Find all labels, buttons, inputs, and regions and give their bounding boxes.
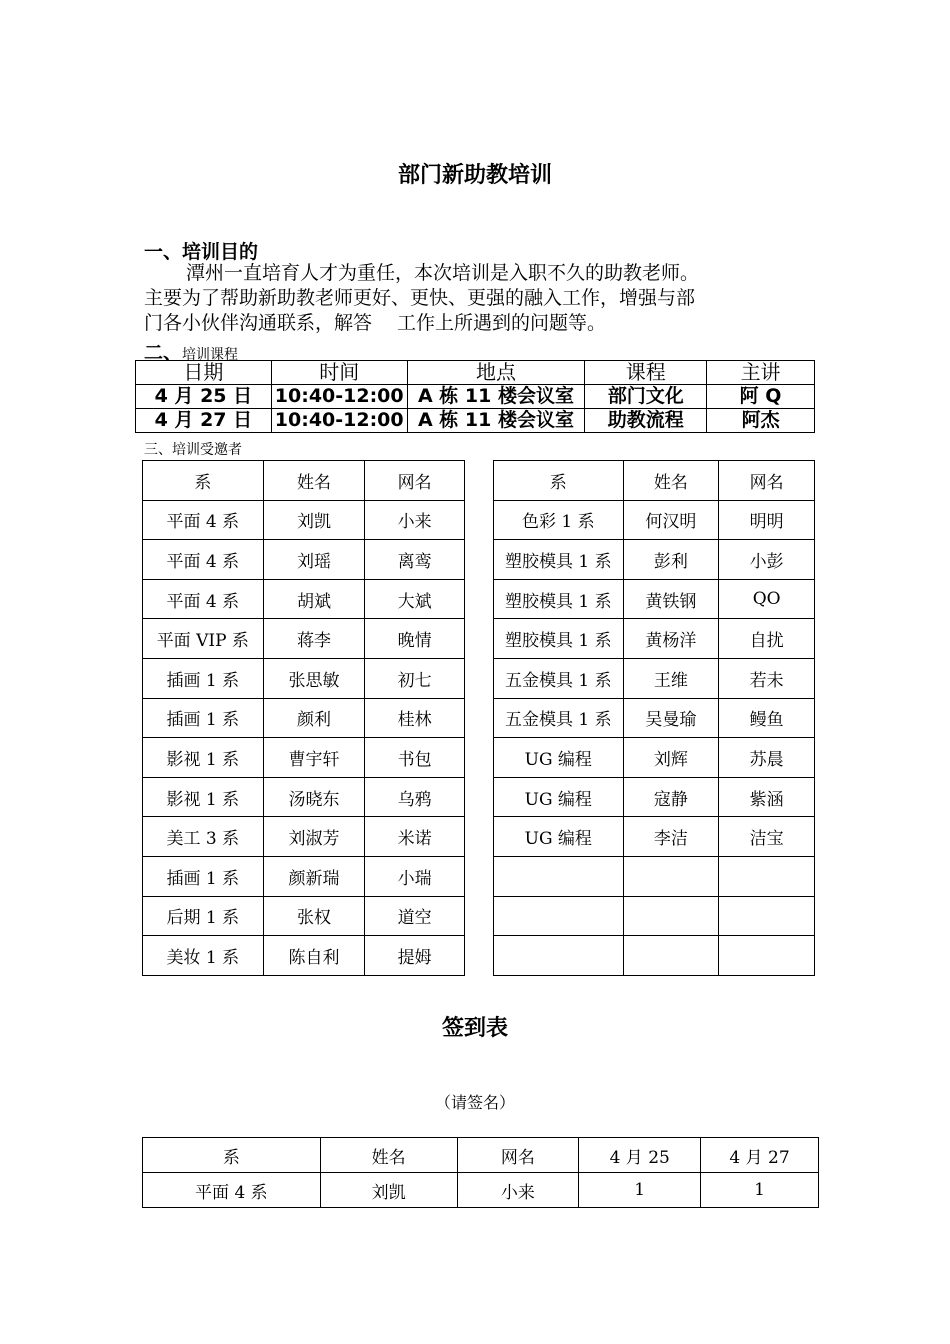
invitee-row-cell: 王维 <box>623 658 719 698</box>
invitee-row-cell: 颜利 <box>263 698 365 738</box>
course-cell: 阿杰 <box>707 409 815 433</box>
signin-row-cell: 1 <box>701 1173 819 1208</box>
purpose-heading: 一、培训目的 <box>144 241 259 263</box>
invitee-row-cell: 苏晨 <box>719 738 815 778</box>
invitee-row-cell: 张权 <box>263 896 365 936</box>
invitees-heading: 三、培训受邀者 <box>144 442 242 458</box>
invitee-row-cell: UG 编程 <box>494 777 624 817</box>
invitee-row-cell: 紫涵 <box>719 777 815 817</box>
signin-note: （请签名） <box>434 1093 515 1112</box>
invitee-row-cell <box>719 856 815 896</box>
signin-title: 签到表 <box>441 1016 508 1041</box>
course-row <box>136 385 815 409</box>
invitee-row-cell: 塑胶模具 1 系 <box>494 540 624 580</box>
invitee-row <box>494 817 815 857</box>
invitee-row-cell: 吴曼瑜 <box>623 698 719 738</box>
course-header-cell: 地点 <box>407 361 585 385</box>
invitee-row-cell: 插画 1 系 <box>143 698 264 738</box>
invitee-row <box>494 936 815 976</box>
signin-row <box>143 1173 819 1208</box>
purpose-line-2: 主要为了帮助新助教老师更好、更快、更强的融入工作，增强与部 <box>144 287 696 309</box>
invitee-row-cell: 明明 <box>719 500 815 540</box>
purpose-line-3: 门各小伙伴沟通联系，解答 工作上所遇到的问题等。 <box>144 312 607 334</box>
invitee-row-cell: 平面 4 系 <box>143 500 264 540</box>
invitee-row-cell <box>494 896 624 936</box>
invitee-row-cell: 色彩 1 系 <box>494 500 624 540</box>
invitee-row-cell: 五金模具 1 系 <box>494 698 624 738</box>
signin-header-cell: 4 月 27 <box>701 1138 819 1173</box>
invitee-row <box>143 896 465 936</box>
invitee-row-cell: 若未 <box>719 658 815 698</box>
invitee-row-cell: 道空 <box>365 896 465 936</box>
invitee-row-cell: UG 编程 <box>494 817 624 857</box>
invitee-header-cell: 系 <box>494 461 624 501</box>
invitee-row-cell: 书包 <box>365 738 465 778</box>
invitee-row-cell: 颜新瑞 <box>263 856 365 896</box>
invitee-row-cell: 鳗鱼 <box>719 698 815 738</box>
invitee-row <box>494 777 815 817</box>
invitee-row <box>143 500 465 540</box>
invitee-row-cell: 初七 <box>365 658 465 698</box>
course-cell: 4 月 25 日 <box>136 385 272 409</box>
invitee-row <box>494 540 815 580</box>
invitee-row-cell: 小瑞 <box>365 856 465 896</box>
invitee-row <box>494 738 815 778</box>
invitee-row <box>143 856 465 896</box>
invitee-row-cell: 米诺 <box>365 817 465 857</box>
invitee-row-cell: 刘瑶 <box>263 540 365 580</box>
invitee-row <box>143 619 465 659</box>
course-cell: A 栋 11 楼会议室 <box>407 385 585 409</box>
invitee-row-cell: 离鸾 <box>365 540 465 580</box>
invitee-row-cell: 刘辉 <box>623 738 719 778</box>
signin-header-cell: 4 月 25 <box>579 1138 701 1173</box>
invitee-row-cell: QO <box>719 579 815 619</box>
invitee-row-cell: 平面 VIP 系 <box>143 619 264 659</box>
invitee-row-cell: 提姆 <box>365 936 465 976</box>
invitee-row <box>143 738 465 778</box>
signin-header-cell: 系 <box>143 1138 321 1173</box>
signin-row-cell: 小来 <box>457 1173 579 1208</box>
invitee-table-right <box>493 460 815 976</box>
courses-heading-text: 培训课程 <box>182 347 239 363</box>
invitee-row <box>143 936 465 976</box>
invitee-row-cell: 小来 <box>365 500 465 540</box>
invitee-row-cell: 小彭 <box>719 540 815 580</box>
invitee-row <box>143 579 465 619</box>
invitee-row-cell: 平面 4 系 <box>143 579 264 619</box>
doc-title: 部门新助教培训 <box>397 163 552 188</box>
invitee-row-cell: 大斌 <box>365 579 465 619</box>
signin-row-cell: 1 <box>579 1173 701 1208</box>
invitee-row-cell <box>494 856 624 896</box>
invitee-row-cell: UG 编程 <box>494 738 624 778</box>
invitee-header-row <box>494 461 815 501</box>
invitee-row-cell: 胡斌 <box>263 579 365 619</box>
invitee-row-cell: 平面 4 系 <box>143 540 264 580</box>
invitee-header-cell: 姓名 <box>263 461 365 501</box>
invitee-row-cell: 后期 1 系 <box>143 896 264 936</box>
invitee-header-cell: 姓名 <box>623 461 719 501</box>
invitee-row-cell <box>623 856 719 896</box>
invitee-row <box>494 579 815 619</box>
signin-row-cell: 刘凯 <box>320 1173 457 1208</box>
invitee-row-cell: 黄铁钢 <box>623 579 719 619</box>
invitee-row-cell: 塑胶模具 1 系 <box>494 619 624 659</box>
invitee-table-left <box>142 460 465 976</box>
invitee-row <box>494 500 815 540</box>
invitee-header-cell: 网名 <box>719 461 815 501</box>
invitee-row-cell: 彭利 <box>623 540 719 580</box>
signin-header-cell: 姓名 <box>320 1138 457 1173</box>
invitee-row <box>494 856 815 896</box>
course-header-cell: 课程 <box>585 361 707 385</box>
invitee-row-cell: 美工 3 系 <box>143 817 264 857</box>
invitee-row-cell: 张思敏 <box>263 658 365 698</box>
invitee-row <box>143 817 465 857</box>
invitee-row <box>494 658 815 698</box>
invitee-row-cell: 塑胶模具 1 系 <box>494 579 624 619</box>
course-table <box>135 360 815 433</box>
invitee-row-cell: 自扰 <box>719 619 815 659</box>
invitee-row-cell: 汤晓东 <box>263 777 365 817</box>
invitee-row-cell: 影视 1 系 <box>143 738 264 778</box>
invitee-row-cell: 黄杨洋 <box>623 619 719 659</box>
signin-header-cell: 网名 <box>457 1138 579 1173</box>
invitee-row-cell: 插画 1 系 <box>143 856 264 896</box>
course-cell: 10:40-12:00 <box>271 409 407 433</box>
invitee-row <box>494 619 815 659</box>
invitee-row-cell <box>719 896 815 936</box>
invitee-row-cell: 插画 1 系 <box>143 658 264 698</box>
course-header-row <box>136 361 815 385</box>
signin-table <box>142 1137 819 1208</box>
invitee-row-cell: 李洁 <box>623 817 719 857</box>
invitee-row-cell: 陈自利 <box>263 936 365 976</box>
invitee-header-cell: 系 <box>143 461 264 501</box>
invitee-header-cell: 网名 <box>365 461 465 501</box>
invitee-row-cell: 何汉明 <box>623 500 719 540</box>
course-cell: 助教流程 <box>585 409 707 433</box>
invitee-header-row <box>143 461 465 501</box>
purpose-line-1: 潭州一直培育人才为重任，本次培训是入职不久的助教老师。 <box>186 262 700 284</box>
invitee-row-cell: 寇静 <box>623 777 719 817</box>
invitee-row <box>494 698 815 738</box>
invitee-row-cell: 蒋李 <box>263 619 365 659</box>
invitee-row-cell: 曹宇轩 <box>263 738 365 778</box>
course-cell: 4 月 27 日 <box>136 409 272 433</box>
invitee-row-cell <box>494 936 624 976</box>
invitee-row-cell: 乌鸦 <box>365 777 465 817</box>
invitee-row-cell: 桂林 <box>365 698 465 738</box>
invitee-row <box>143 658 465 698</box>
invitee-row-cell: 美妆 1 系 <box>143 936 264 976</box>
invitee-row-cell <box>719 936 815 976</box>
course-cell: A 栋 11 楼会议室 <box>407 409 585 433</box>
invitee-row-cell: 晚情 <box>365 619 465 659</box>
invitee-row-cell: 刘凯 <box>263 500 365 540</box>
invitee-row-cell <box>623 896 719 936</box>
course-header-cell: 时间 <box>271 361 407 385</box>
invitee-row <box>143 698 465 738</box>
signin-header-row <box>143 1138 819 1173</box>
invitee-row-cell: 影视 1 系 <box>143 777 264 817</box>
invitee-row-cell <box>623 936 719 976</box>
course-cell: 阿 Q <box>707 385 815 409</box>
course-cell: 部门文化 <box>585 385 707 409</box>
course-header-cell: 日期 <box>136 361 272 385</box>
invitee-row <box>143 540 465 580</box>
invitee-row-cell: 刘淑芳 <box>263 817 365 857</box>
course-header-cell: 主讲 <box>707 361 815 385</box>
invitee-row <box>143 777 465 817</box>
course-cell: 10:40-12:00 <box>271 385 407 409</box>
invitee-row-cell: 洁宝 <box>719 817 815 857</box>
courses-heading-num: 二、 <box>144 342 183 364</box>
course-row <box>136 409 815 433</box>
invitee-row <box>494 896 815 936</box>
signin-row-cell: 平面 4 系 <box>143 1173 321 1208</box>
invitee-row-cell: 五金模具 1 系 <box>494 658 624 698</box>
